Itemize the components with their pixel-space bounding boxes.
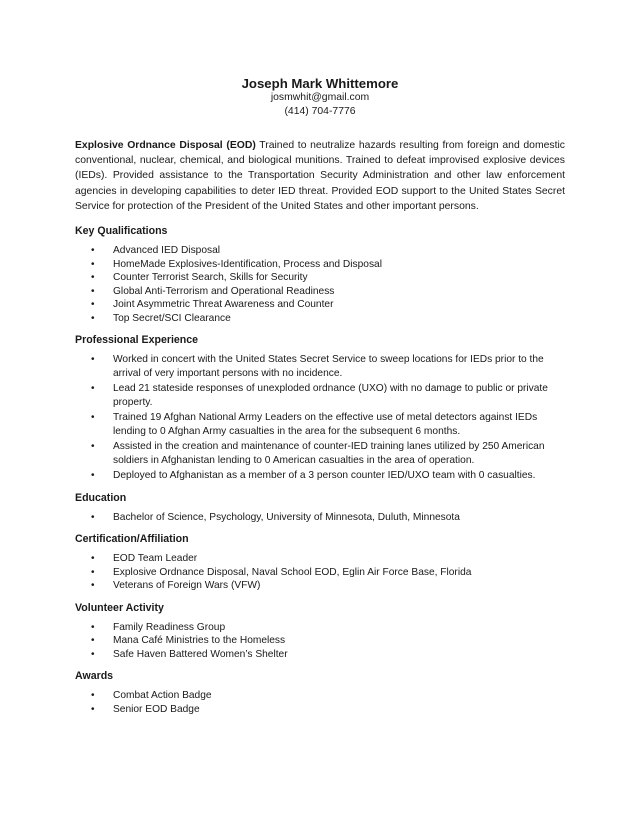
list-item: • Joint Asymmetric Threat Awareness and Counter <box>91 299 334 311</box>
awards-list <box>75 689 565 716</box>
list-item: • EOD Team Leader <box>91 553 198 565</box>
bullet-icon: • <box>91 299 95 311</box>
list-item: • Lead 21 stateside responses of unexploded ordnance (UXO) with no damage to public or private property. <box>91 383 548 408</box>
list-item: • Bachelor of Science, Psychology, University of Minnesota, Duluth, Minnesota <box>91 511 460 523</box>
education-list <box>75 511 565 525</box>
bullet-icon: • <box>91 703 95 715</box>
bullet-icon: • <box>91 258 95 270</box>
list-item: • Veterans of Foreign Wars (VFW) <box>91 580 261 592</box>
section-heading-volunteer: Volunteer Activity <box>75 601 164 614</box>
list-item: • Assisted in the creation and maintenance of counter-IED training lanes utilized by 250 American soldiers in Afghanistan lending to 0 American casualties in the area of operation. <box>91 441 545 466</box>
experience-list <box>75 353 565 483</box>
bullet-icon: • <box>91 635 95 647</box>
bullet-icon: • <box>91 245 95 257</box>
list-item: • Explosive Ordnance Disposal, Naval School EOD, Eglin Air Force Base, Florida <box>91 566 472 578</box>
list-item: • Family Readiness Group <box>91 621 226 633</box>
list-item: • Top Secret/SCI Clearance <box>91 312 231 324</box>
list-item: • Combat Action Badge <box>91 690 212 702</box>
candidate-name: Joseph Mark Whittemore <box>241 76 399 91</box>
section-heading-qualifications: Key Qualifications <box>75 225 168 238</box>
list-item: • Global Anti-Terrorism and Operational Readiness <box>91 285 335 297</box>
certification-list <box>75 552 565 593</box>
summary-text: Trained to neutralize hazards resulting from foreign and domestic conventional, nuclear, chemical, and biological munitions. Trained to defeat improvised explosive devices (IEDs). Provided assistance to the Transportation Security Administration and other law enforcement agencies in developing capabilities to deter IED threat. Provided EOD support to the United States Secret Service for protection of the President of the United States and other important persons. <box>75 140 565 212</box>
contact-phone: (414) 704-7776 <box>284 106 356 117</box>
bullet-icon: • <box>91 553 95 565</box>
list-item: • Trained 19 Afghan National Army Leaders on the effective use of metal detectors against IEDs lending to 0 Afghan Army casualties in the area for the subsequent 6 months. <box>91 412 538 437</box>
list-item: • Counter Terrorist Search, Skills for Security <box>91 272 308 284</box>
resume-page <box>75 76 565 716</box>
bullet-icon: • <box>91 383 95 395</box>
section-heading-awards: Awards <box>75 670 114 683</box>
bullet-icon: • <box>91 354 95 366</box>
section-heading-education: Education <box>75 491 127 504</box>
qualifications-list <box>75 244 565 325</box>
summary-title: Explosive Ordnance Disposal (EOD) <box>75 140 256 151</box>
bullet-icon: • <box>91 580 95 592</box>
contact-email: josmwhit@gmail.com <box>270 92 370 103</box>
bullet-icon: • <box>91 511 95 523</box>
bullet-icon: • <box>91 285 95 297</box>
bullet-icon: • <box>91 272 95 284</box>
bullet-icon: • <box>91 566 95 578</box>
section-heading-experience: Professional Experience <box>75 334 199 347</box>
list-item: • Deployed to Afghanistan as a member of a 3 person counter IED/UXO team with 0 casualties. <box>91 470 536 482</box>
bullet-icon: • <box>91 441 95 453</box>
list-item: • Advanced IED Disposal <box>91 245 221 257</box>
list-item: • Worked in concert with the United States Secret Service to sweep locations for IEDs prior to the arrival of very important persons with no incidence. <box>91 354 544 379</box>
list-item: • HomeMade Explosives-Identification, Process and Disposal <box>91 258 382 270</box>
list-item: • Senior EOD Badge <box>91 703 200 715</box>
volunteer-list <box>75 621 565 662</box>
bullet-icon: • <box>91 412 95 424</box>
bullet-icon: • <box>91 312 95 324</box>
bullet-icon: • <box>91 690 95 702</box>
summary-paragraph <box>75 138 565 214</box>
list-item: • Safe Haven Battered Women’s Shelter <box>91 648 288 660</box>
bullet-icon: • <box>91 648 95 660</box>
section-heading-certification: Certification/Affiliation <box>75 533 189 546</box>
bullet-icon: • <box>91 470 95 482</box>
list-item: • Mana Café Ministries to the Homeless <box>91 635 286 647</box>
bullet-icon: • <box>91 621 95 633</box>
